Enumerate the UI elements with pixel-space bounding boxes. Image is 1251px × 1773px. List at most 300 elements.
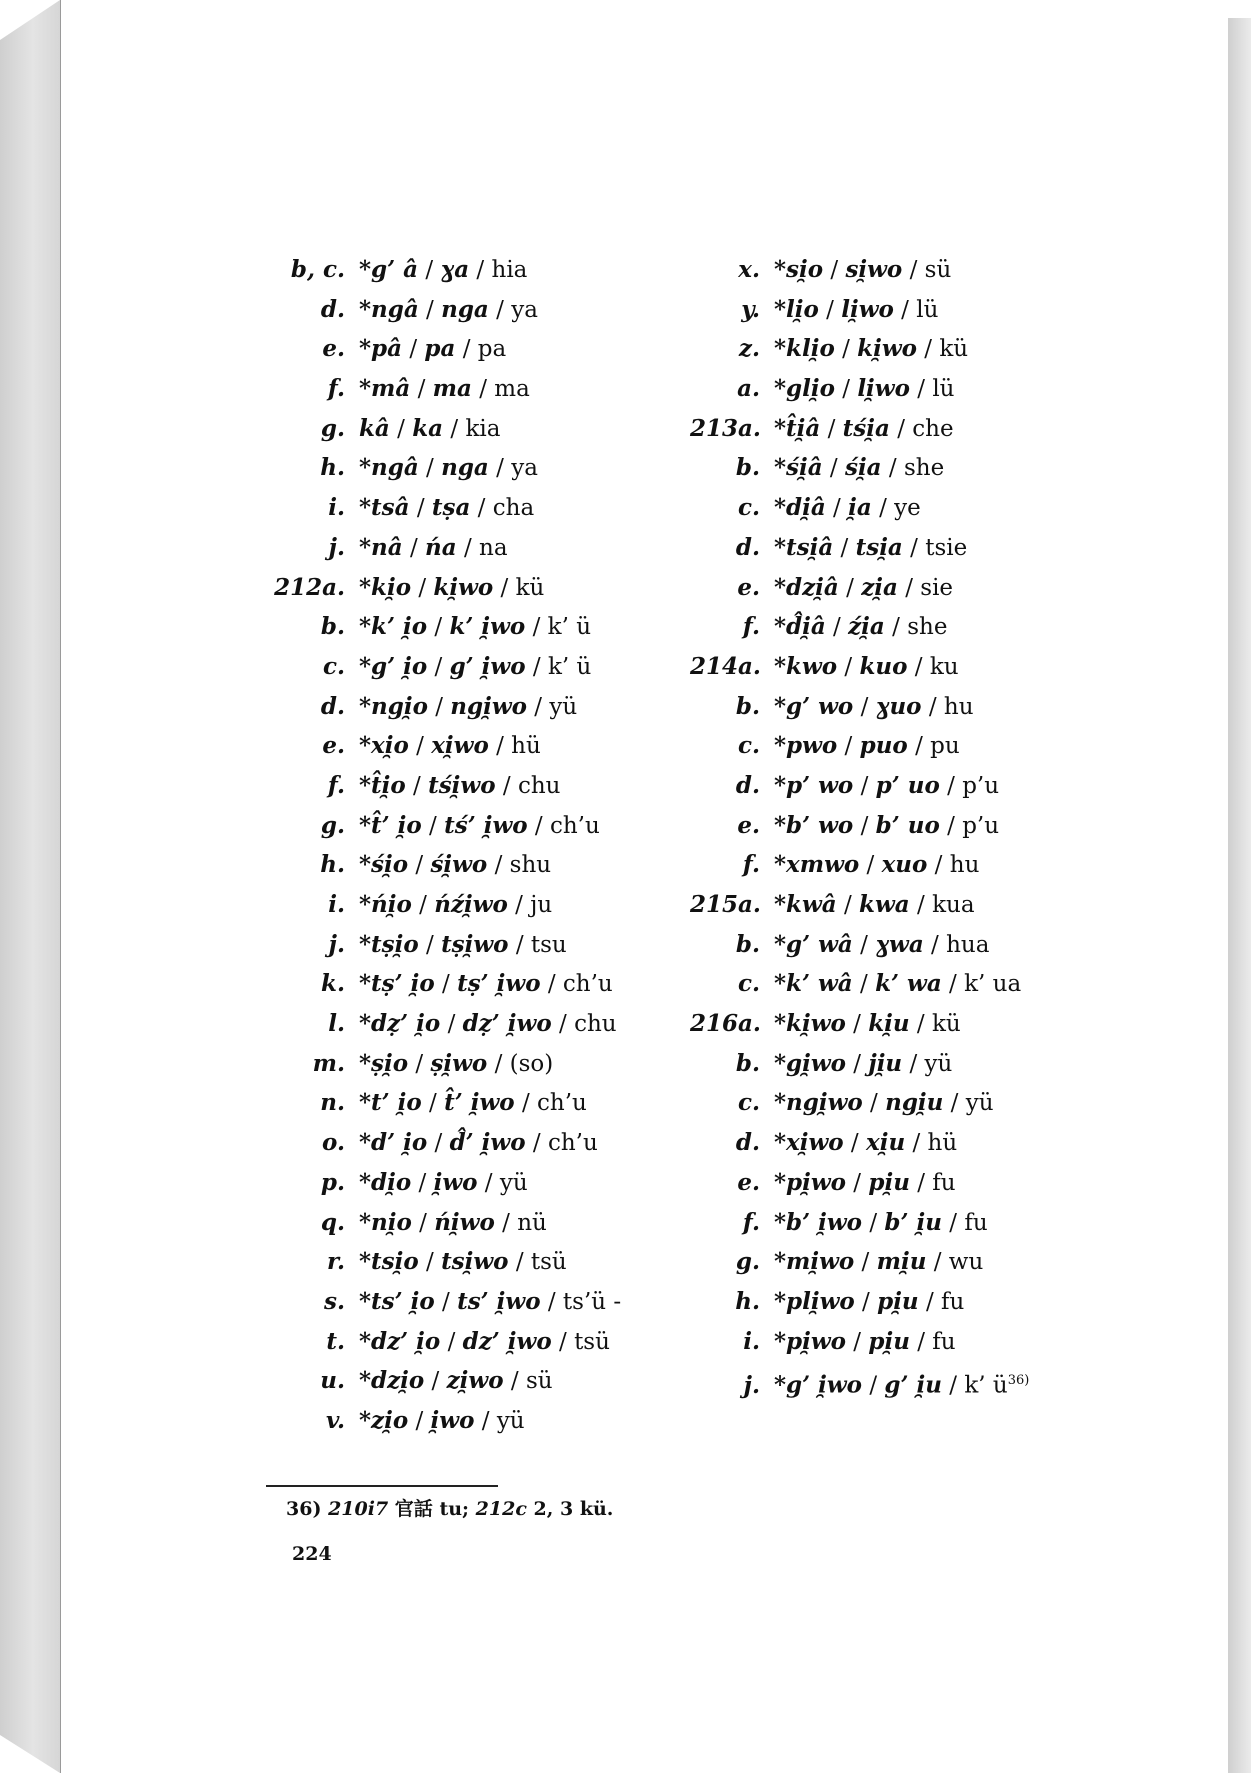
mandarin-reading: fu (932, 1328, 956, 1355)
entry-label: c. (737, 494, 760, 522)
mandarin-reading: wu (948, 1249, 984, 1276)
entry-row (265, 568, 621, 608)
separator: / (820, 415, 843, 442)
separator: / (411, 892, 435, 918)
ancient-form: i̯wo (430, 1406, 475, 1434)
separator: / (427, 1130, 450, 1157)
entry-row (265, 1401, 621, 1441)
archaic-form: *t̂’ i̯o (359, 811, 422, 839)
entry-row (265, 369, 621, 409)
entry-label: q. (320, 1208, 345, 1236)
separator: / (494, 1209, 518, 1236)
mandarin-reading: ya (511, 455, 538, 482)
archaic-form: *xi̯o (359, 732, 409, 760)
entry-label: f. (327, 771, 345, 799)
separator: / (424, 1368, 447, 1395)
separator: / (923, 931, 947, 958)
archaic-form: *kli̯o (774, 335, 835, 363)
archaic-form: *ngi̯o (359, 692, 428, 720)
entry-row (690, 1361, 1029, 1401)
entry-row (265, 1083, 621, 1123)
archaic-form: *ṣi̯o (359, 1049, 409, 1077)
mandarin-reading: che (912, 415, 954, 442)
separator: / (881, 455, 904, 482)
mandarin-reading: p’u (962, 812, 1000, 839)
separator: / (487, 1050, 510, 1077)
separator: / (440, 1328, 463, 1355)
separator: / (551, 1011, 575, 1038)
archaic-form: *ni̯o (359, 1208, 412, 1236)
footnote-text: tu; (439, 1498, 470, 1520)
entry-label: 212a. (274, 573, 345, 601)
separator: / (477, 1169, 500, 1196)
separator: / (508, 931, 531, 958)
entry-row (265, 250, 621, 290)
separator: / (408, 852, 431, 879)
archaic-form: kâ (359, 414, 390, 442)
entry-label: b, c. (290, 256, 345, 283)
mandarin-reading: ye (894, 495, 921, 522)
separator: / (427, 693, 451, 720)
separator: / (418, 931, 442, 958)
archaic-form: *g’ wo (774, 692, 854, 720)
separator: / (871, 495, 895, 522)
separator: / (902, 1050, 925, 1077)
footnote-number: 36) (286, 1498, 322, 1520)
entry-label: s. (324, 1287, 345, 1315)
mandarin-reading: ch’u (547, 1130, 598, 1157)
separator: / (941, 971, 965, 998)
entry-label: p. (320, 1168, 345, 1196)
archaic-form: *ts’ i̯o (359, 1287, 435, 1315)
entry-row (265, 528, 621, 568)
separator: / (897, 574, 921, 601)
ancient-form: tśi̯a (842, 414, 890, 442)
entry-row (265, 964, 621, 1004)
archaic-form: *k’ wâ (774, 970, 853, 998)
entry-label: o. (322, 1129, 345, 1157)
separator: / (905, 1130, 928, 1157)
separator: / (854, 1249, 877, 1276)
ancient-form: pa (424, 335, 456, 363)
ancient-form: kwa (859, 891, 910, 918)
separator: / (859, 852, 882, 879)
separator: / (411, 1209, 435, 1236)
ancient-form: ki̯wo (857, 335, 917, 363)
mandarin-reading: k’ ü (547, 614, 592, 641)
archaic-form: *mâ (359, 375, 411, 403)
separator: / (833, 534, 856, 561)
archaic-form: *tsâ (359, 494, 410, 522)
entry-label: i. (328, 891, 345, 918)
separator: / (508, 1249, 531, 1276)
mandarin-reading: pu (930, 733, 960, 760)
footnote-text-2: 2, 3 kü. (533, 1498, 614, 1520)
entry-label: f. (742, 851, 760, 879)
entry-row (265, 806, 621, 846)
mandarin-reading: pa (477, 336, 507, 363)
separator: / (427, 614, 450, 641)
entry-label: e. (737, 573, 760, 601)
entry-row (690, 409, 1029, 449)
mandarin-reading: lü (916, 296, 939, 323)
ancient-form: k’ wa (875, 970, 942, 998)
ancient-form: tsi̯wo (441, 1248, 509, 1276)
ancient-form: tśi̯wo (428, 771, 496, 799)
archaic-form: *mi̯wo (774, 1248, 855, 1276)
archaic-form: *g’ i̯wo (774, 1371, 863, 1399)
ancient-form: g’ i̯u (884, 1371, 942, 1399)
entry-row (690, 1203, 1029, 1243)
mandarin-reading: kü (939, 336, 969, 363)
separator: / (440, 1011, 463, 1038)
entry-label: g. (735, 1248, 760, 1276)
entry-row (265, 329, 621, 369)
ancient-form: śi̯wo (430, 851, 488, 879)
archaic-form: *k’ i̯o (359, 613, 428, 641)
separator: / (474, 1407, 497, 1434)
mandarin-reading: hia (491, 257, 528, 283)
entry-label: e. (322, 335, 345, 363)
entry-label: m. (312, 1049, 345, 1077)
archaic-form: *gi̯wo (774, 1049, 846, 1077)
ancient-form: pi̯u (868, 1168, 910, 1196)
mandarin-reading: nü (517, 1209, 547, 1236)
archaic-form: *di̯â (774, 494, 826, 522)
entry-row (265, 1242, 621, 1282)
archaic-form: *g’ i̯o (359, 652, 428, 680)
ancient-form: ma (432, 375, 472, 403)
separator: / (862, 1090, 886, 1117)
ancient-form: kuo (859, 652, 908, 680)
separator: / (408, 1407, 431, 1434)
mandarin-reading: kua (932, 892, 975, 918)
separator: / (527, 812, 550, 839)
entry-row (690, 329, 1029, 369)
ancient-form: li̯wo (841, 295, 894, 323)
entry-row (265, 1203, 621, 1243)
archaic-form: *ngâ (359, 454, 419, 482)
ancient-form: d̂’ i̯wo (449, 1129, 526, 1157)
archaic-form: *dzi̯o (359, 1367, 425, 1395)
separator: / (427, 653, 450, 680)
archaic-form: *li̯o (774, 295, 819, 323)
mandarin-reading: ku (929, 653, 959, 680)
archaic-form: *tṣ’ i̯o (359, 970, 435, 998)
ancient-form: ńźi̯wo (434, 891, 508, 918)
entry-label: e. (322, 732, 345, 760)
mandarin-reading: ma (494, 376, 530, 403)
mandarin-reading: tsü (574, 1328, 610, 1355)
footnote-rule (266, 1485, 498, 1487)
separator: / (470, 495, 493, 522)
ancient-form: mi̯u (876, 1248, 927, 1276)
separator: / (909, 1328, 933, 1355)
ancient-form: t̂’ i̯wo (444, 1089, 515, 1117)
separator: / (455, 336, 478, 363)
mandarin-reading: ts’ü - (562, 1288, 622, 1315)
separator: / (507, 892, 531, 918)
entry-row (265, 1123, 621, 1163)
separator: / (409, 495, 432, 522)
archaic-form: *zi̯o (359, 1406, 409, 1434)
separator: / (862, 1209, 885, 1236)
entry-label: a. (737, 375, 760, 403)
mandarin-reading: k’ ü (547, 653, 592, 680)
separator: / (916, 336, 940, 363)
separator: / (927, 852, 950, 879)
archaic-form: *pâ (359, 335, 403, 363)
mandarin-reading: hü (927, 1130, 958, 1157)
entry-row (690, 647, 1029, 687)
entry-label: c. (737, 970, 760, 998)
ancient-form: pi̯u (877, 1287, 919, 1315)
entry-row (690, 687, 1029, 727)
mandarin-reading: hu (943, 693, 974, 720)
entry-label: h. (735, 1287, 760, 1315)
mandarin-reading: yü (549, 693, 578, 720)
ancient-form: tṣ’ i̯wo (457, 970, 541, 998)
entry-row (690, 1123, 1029, 1163)
entry-label: 216a. (690, 1010, 761, 1038)
separator: / (921, 693, 944, 720)
archaic-form: *ńi̯o (359, 891, 412, 918)
mandarin-reading: chu (574, 1011, 617, 1038)
separator: / (862, 1372, 885, 1399)
ancient-form: i̯a (848, 494, 872, 522)
archaic-form: *d̂i̯â (774, 613, 826, 641)
entry-row (690, 1282, 1029, 1322)
mandarin-reading: ch’u (537, 1090, 587, 1117)
mandarin-reading: ch’u (562, 971, 613, 998)
book-spine (0, 0, 60, 1773)
ancient-form: ngi̯u (885, 1089, 944, 1117)
mandarin-reading: fu (964, 1209, 988, 1236)
entry-row (265, 1163, 621, 1203)
entry-row (690, 250, 1029, 290)
entry-label: b. (320, 613, 345, 641)
entry-label: e. (737, 1168, 760, 1196)
ancient-form: ngi̯wo (450, 692, 527, 720)
archaic-form: *xi̯wo (774, 1129, 844, 1157)
left-column (265, 250, 621, 1441)
mandarin-reading: tsu (530, 931, 567, 958)
entry-label: l. (328, 1010, 345, 1038)
ancient-form: b’ uo (875, 811, 940, 839)
ancient-form: zi̯wo (446, 1367, 504, 1395)
mandarin-reading: sie (920, 574, 954, 601)
entry-row (265, 1004, 621, 1044)
mandarin-reading: kia (465, 415, 501, 442)
separator: / (503, 1368, 526, 1395)
entry-row (265, 845, 621, 885)
separator: / (418, 296, 442, 323)
entry-row (265, 1322, 621, 1362)
entry-row (690, 925, 1029, 965)
separator: / (443, 415, 466, 442)
mandarin-reading: na (479, 534, 508, 561)
ancient-form: k’ i̯wo (449, 613, 526, 641)
mandarin-reading: yü (496, 1407, 525, 1434)
entry-label: 215a. (690, 891, 761, 918)
separator: / (405, 772, 429, 799)
footnote-ref: 210i7 (328, 1498, 389, 1520)
archaic-form: *ngâ (359, 295, 419, 323)
ancient-form: i̯wo (433, 1168, 478, 1196)
ancient-form: xuo (881, 851, 928, 879)
entry-row (265, 647, 621, 687)
archaic-form: *ki̯o (359, 573, 412, 601)
separator: / (845, 1011, 869, 1038)
ancient-form: nga (441, 454, 489, 482)
archaic-form: *xmwo (774, 851, 860, 879)
entry-row (265, 409, 621, 449)
right-column (690, 250, 1029, 1401)
archaic-form: *pi̯wo (774, 1168, 846, 1196)
entry-label: u. (320, 1367, 345, 1395)
ancient-form: ki̯u (868, 1010, 910, 1038)
entry-label: d. (735, 533, 760, 561)
ancient-form: śi̯a (845, 454, 882, 482)
archaic-form: *kwâ (774, 891, 837, 918)
separator: / (907, 733, 931, 760)
entry-row (690, 726, 1029, 766)
entry-row (690, 1163, 1029, 1203)
separator: / (402, 534, 426, 561)
separator: / (939, 812, 963, 839)
archaic-form: *b’ i̯wo (774, 1208, 863, 1236)
archaic-form: *t̂i̯â (774, 414, 821, 442)
ancient-form: pi̯u (868, 1327, 910, 1355)
mandarin-reading: yü (924, 1050, 953, 1077)
separator: / (852, 931, 876, 958)
ancient-form: nga (441, 295, 489, 323)
archaic-form: *śi̯o (359, 851, 409, 879)
separator: / (825, 614, 849, 641)
mandarin-reading: shu (509, 852, 552, 879)
separator: / (846, 1328, 869, 1355)
mandarin-reading: k’ ua (964, 971, 1022, 998)
mandarin-reading: hu (949, 852, 980, 879)
separator: / (471, 376, 495, 403)
separator: / (943, 1090, 966, 1117)
mandarin-reading: hua (946, 931, 990, 958)
separator: / (834, 336, 858, 363)
book-page (60, 0, 1229, 1773)
separator: / (540, 971, 563, 998)
separator: / (909, 1169, 933, 1196)
mandarin-reading: sü (924, 257, 952, 283)
mandarin-reading: she (903, 455, 945, 482)
separator: / (907, 653, 930, 680)
entry-row (690, 568, 1029, 608)
entry-row (265, 726, 621, 766)
separator: / (884, 614, 908, 641)
entry-row (690, 766, 1029, 806)
separator: / (526, 693, 550, 720)
separator: / (941, 1209, 965, 1236)
entry-row (690, 806, 1029, 846)
entry-label: t. (326, 1327, 345, 1355)
ancient-form: tsi̯a (855, 533, 903, 561)
entry-row (690, 290, 1029, 330)
mandarin-reading: tsü (530, 1249, 567, 1276)
separator: / (540, 1288, 563, 1315)
separator: / (487, 852, 510, 879)
entry-row (265, 1282, 621, 1322)
entry-label: d. (735, 1129, 760, 1157)
entry-row (265, 607, 621, 647)
entry-row (690, 1004, 1029, 1044)
ancient-form: tś’ i̯wo (444, 811, 528, 839)
ancient-form: li̯wo (857, 375, 910, 403)
separator: / (846, 1050, 869, 1077)
archaic-form: *kwo (774, 652, 838, 680)
mandarin-reading: sü (525, 1368, 553, 1395)
separator: / (889, 415, 913, 442)
entry-label: f. (742, 1208, 760, 1236)
separator: / (488, 733, 512, 760)
archaic-form: *tsi̯o (359, 1248, 419, 1276)
entry-row (690, 448, 1029, 488)
separator: / (818, 296, 842, 323)
separator: / (469, 257, 492, 283)
archaic-form: *dzi̯â (774, 573, 839, 601)
ancient-form: si̯wo (845, 256, 903, 283)
entry-label: r. (326, 1248, 345, 1276)
entry-label: b. (735, 692, 760, 720)
entry-label: f. (327, 375, 345, 403)
separator: / (411, 1169, 434, 1196)
entry-row (265, 290, 621, 330)
entry-row (265, 925, 621, 965)
mandarin-reading: hü (511, 733, 541, 760)
entry-label: b. (735, 454, 760, 482)
entry-label: h. (320, 851, 345, 879)
ancient-form: xi̯u (866, 1129, 906, 1157)
entry-label: d. (735, 771, 760, 799)
entry-row (690, 607, 1029, 647)
ancient-form: ts’ i̯wo (457, 1287, 541, 1315)
entry-label: b. (735, 930, 760, 958)
entry-label: c. (737, 1089, 760, 1117)
archaic-form: *pwo (774, 732, 838, 760)
archaic-form: *ki̯wo (774, 1010, 846, 1038)
entry-row (690, 964, 1029, 1004)
ancient-form: ɣuo (875, 692, 922, 720)
mandarin-reading: k’ ü (964, 1372, 1008, 1399)
separator: / (418, 1249, 442, 1276)
archaic-form: *si̯o (774, 256, 824, 283)
ancient-form: p’ uo (875, 771, 940, 799)
entry-label: e. (737, 811, 760, 839)
archaic-form: *p’ wo (774, 771, 854, 799)
entry-row (690, 488, 1029, 528)
entry-row (690, 1083, 1029, 1123)
entry-row (690, 528, 1029, 568)
separator: / (525, 653, 548, 680)
separator: / (854, 1288, 878, 1315)
separator: / (843, 1130, 866, 1157)
ancient-form: ɣa (440, 256, 470, 283)
ancient-form: tṣi̯wo (441, 930, 509, 958)
separator: / (918, 1288, 942, 1315)
mandarin-reading: tsie (925, 534, 968, 561)
footnote-chinese: 官話 (394, 1498, 433, 1520)
entry-label: g. (320, 414, 345, 442)
entry-row (690, 369, 1029, 409)
archaic-form: *nâ (359, 533, 403, 561)
